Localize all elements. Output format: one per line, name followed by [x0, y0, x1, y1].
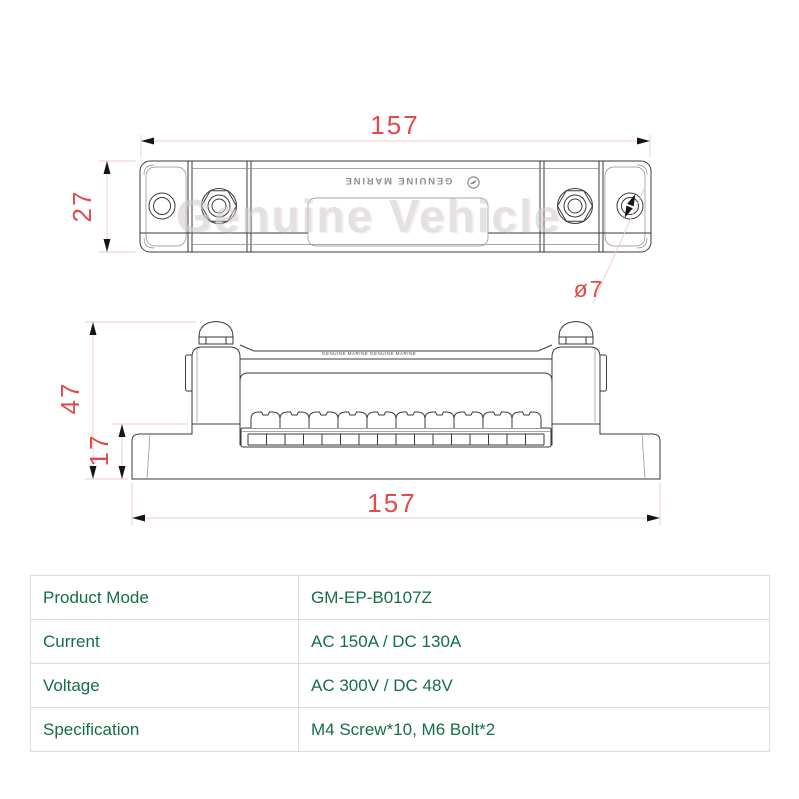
cap-right [552, 322, 607, 425]
dim-bottom-width: 157 [367, 488, 417, 518]
terminal-strip [241, 428, 551, 447]
row-value: GM-EP-B0107Z [299, 576, 770, 620]
dim-side-total-height: 47 [55, 381, 85, 415]
dim-base-height: 17 [84, 433, 114, 467]
side-view-drawing [132, 322, 660, 480]
spec-table [30, 575, 770, 752]
cap-knob [559, 322, 593, 345]
row-value: M4 Screw*10, M6 Bolt*2 [299, 708, 770, 752]
row-label: Voltage [31, 664, 299, 708]
table-row [31, 708, 770, 752]
table-row [31, 664, 770, 708]
row-value: AC 150A / DC 130A [299, 620, 770, 664]
dim-hole-diameter: ø7 [573, 276, 605, 302]
genuine-marine-logo-icon [467, 176, 480, 189]
brand-label [316, 173, 480, 189]
watermark: Genuine Vehicle [176, 190, 562, 242]
row-label: Product Mode [31, 576, 299, 620]
table-row [31, 620, 770, 664]
cap-left [186, 322, 241, 425]
brand-label-text: GENUINE MARINE [343, 175, 453, 187]
dim-top-width: 157 [370, 110, 420, 140]
cap-knob [199, 322, 233, 345]
row-label: Current [31, 620, 299, 664]
row-value: AC 300V / DC 48V [299, 664, 770, 708]
dim-top-height: 27 [67, 189, 97, 223]
row-label: Specification [31, 708, 299, 752]
embossed-roof-text: GENUINE MARINE GENUINE MARINE [322, 351, 417, 356]
table-row [31, 576, 770, 620]
